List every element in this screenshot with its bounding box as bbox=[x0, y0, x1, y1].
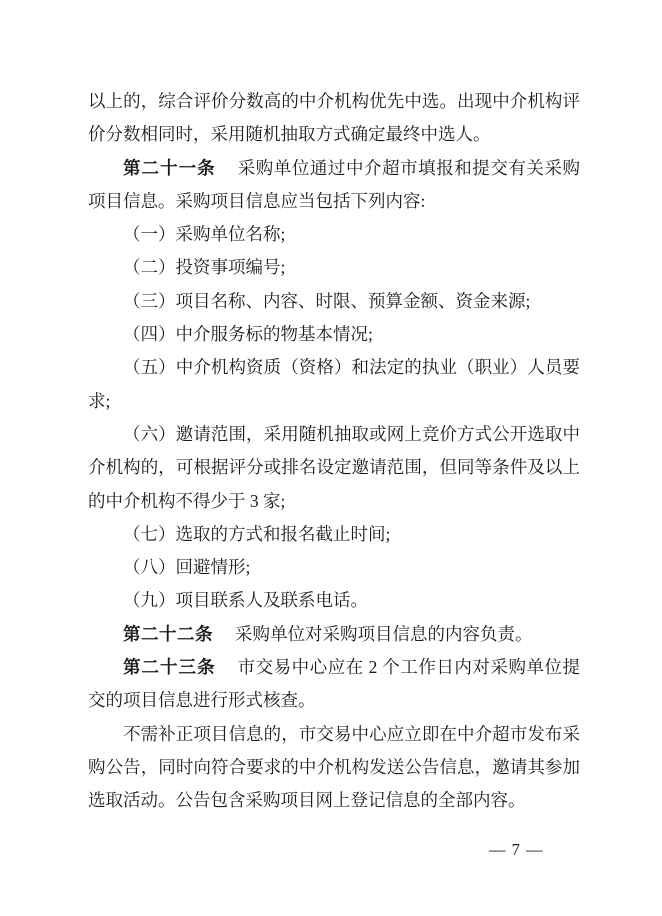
paragraph bbox=[88, 152, 580, 219]
paragraph bbox=[88, 418, 580, 518]
article-heading: 第二十三条 bbox=[123, 657, 216, 678]
paragraph bbox=[88, 351, 580, 418]
paragraph-text: （二）投资事项编号; bbox=[123, 257, 286, 278]
paragraph bbox=[88, 318, 580, 351]
paragraph-text: （四）中介服务标的物基本情况; bbox=[123, 324, 373, 345]
paragraph-text: 以上的，综合评价分数高的中介机构优先中选。出现中介机构评价分数相同时，采用随机抽取方式确定最终中选人。 bbox=[88, 91, 580, 145]
paragraph bbox=[88, 251, 580, 284]
paragraph bbox=[88, 285, 580, 318]
paragraph-text: 市交易中心应在 2 个工作日内对采购单位提交的项目信息进行形式核查。 bbox=[88, 657, 581, 711]
paragraph bbox=[88, 651, 580, 718]
paragraph bbox=[88, 85, 580, 152]
article-heading: 第二十二条 bbox=[123, 623, 213, 644]
paragraph-text: （五）中介机构资质（资格）和法定的执业（职业）人员要求; bbox=[88, 357, 580, 411]
paragraph-text: 采购单位对采购项目信息的内容负责。 bbox=[235, 623, 533, 644]
paragraph-text: 不需补正项目信息的，市交易中心应立即在中介超市发布采购公告，同时向符合要求的中介机构发送公告信息，邀请其参加选取活动。公告包含采购项目网上登记信息的全部内容。 bbox=[88, 723, 580, 811]
paragraph bbox=[88, 551, 580, 584]
document-body bbox=[88, 85, 580, 818]
paragraph-text: （一）采购单位名称; bbox=[123, 224, 286, 245]
paragraph bbox=[88, 218, 580, 251]
paragraph bbox=[88, 518, 580, 551]
paragraph bbox=[88, 718, 580, 818]
article-heading: 第二十一条 bbox=[123, 157, 216, 178]
paragraph-text: （三）项目名称、内容、时限、预算金额、资金来源; bbox=[123, 290, 531, 311]
paragraph-text: （八）回避情形; bbox=[123, 557, 251, 578]
paragraph-text: 采购单位通过中介超市填报和提交有关采购项目信息。采购项目信息应当包括下列内容: bbox=[88, 157, 580, 211]
paragraph bbox=[88, 618, 580, 651]
paragraph-text: （九）项目联系人及联系电话。 bbox=[123, 590, 368, 611]
page-number: — 7 — bbox=[489, 840, 544, 859]
paragraph-text: （六）邀请范围，采用随机抽取或网上竞价方式公开选取中介机构的，可根据评分或排名设定邀请范围，但同等条件及以上的中介机构不得少于 3 家; bbox=[88, 423, 580, 511]
paragraph-text: （七）选取的方式和报名截止时间; bbox=[123, 523, 391, 544]
paragraph bbox=[88, 584, 580, 617]
